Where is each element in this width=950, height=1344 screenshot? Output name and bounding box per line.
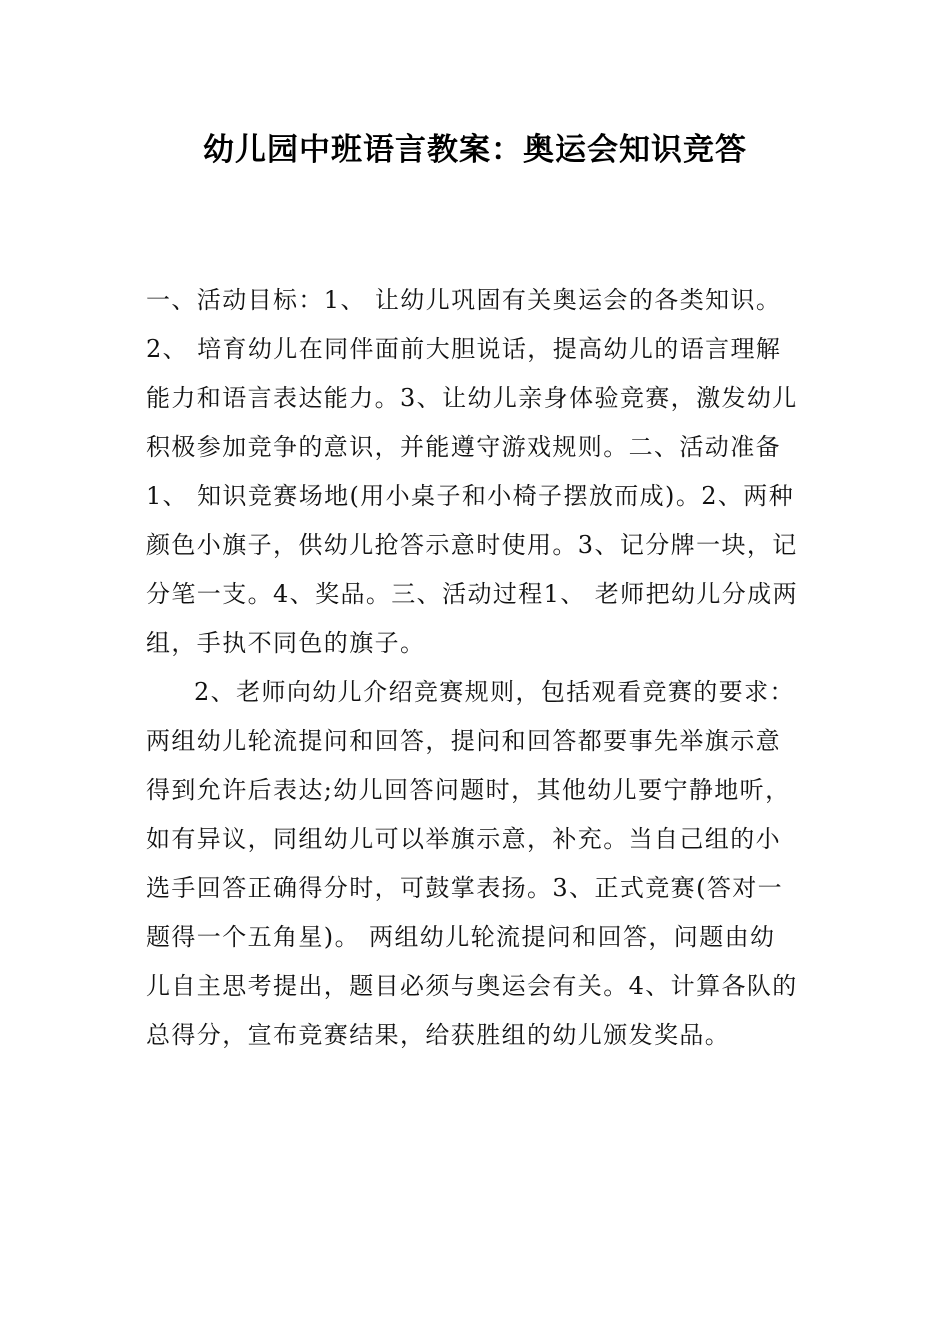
text-line: 分笔一支。4、奖品。三、活动过程1、 老师把幼儿分成两	[146, 580, 798, 608]
document-body	[146, 276, 814, 1060]
text-line: 儿自主思考提出，题目必须与奥运会有关。4、计算各队的	[146, 972, 798, 1000]
text-line: 1、 知识竞赛场地(用小桌子和小椅子摆放而成)。2、两种	[146, 482, 795, 510]
text-line: 能力和语言表达能力。3、让幼儿亲身体验竞赛，激发幼儿	[146, 384, 798, 412]
text-line: 选手回答正确得分时，可鼓掌表扬。3、正式竞赛(答对一	[146, 874, 784, 902]
text-line: 积极参加竞争的意识，并能遵守游戏规则。二、活动准备	[146, 433, 781, 461]
text-line: 题得一个五角星)。 两组幼儿轮流提问和回答，问题由幼	[146, 923, 776, 951]
text-line: 颜色小旗子，供幼儿抢答示意时使用。3、记分牌一块，记	[146, 531, 798, 559]
text-line: 2、老师向幼儿介绍竞赛规则，包括观看竞赛的要求：	[194, 678, 795, 706]
text-line: 2、 培育幼儿在同伴面前大胆说话，提高幼儿的语言理解	[146, 335, 782, 363]
text-line: 组，手执不同色的旗子。	[146, 629, 426, 657]
text-line: 如有异议，同组幼儿可以举旗示意，补充。当自己组的小	[146, 825, 781, 853]
text-line: 得到允许后表达;幼儿回答问题时，其他幼儿要宁静地听，	[146, 776, 791, 804]
paragraph-competition-rules	[146, 668, 814, 1060]
paragraph-activity-goals	[146, 276, 814, 668]
text-line: 总得分，宣布竞赛结果，给获胜组的幼儿颁发奖品。	[146, 1021, 731, 1049]
document-title: 幼儿园中班语言教案：奥运会知识竞答	[203, 132, 747, 168]
text-line: 一、活动目标：1、 让幼儿巩固有关奥运会的各类知识。	[146, 286, 782, 314]
text-line: 两组幼儿轮流提问和回答，提问和回答都要事先举旗示意	[146, 727, 781, 755]
